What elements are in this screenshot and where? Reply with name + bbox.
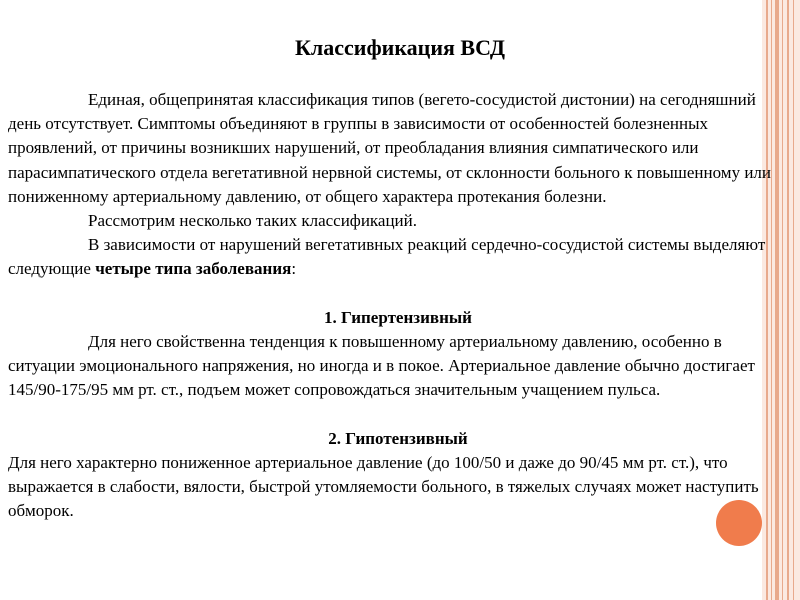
dependence-bold-text: четыре типа заболевания	[95, 259, 292, 279]
border-stripe	[793, 0, 794, 600]
type2-paragraph: Для него характерно пониженное артериальное давление (до 100/50 и даже до 90/45 мм рт. ст.), что выражается в слабости, вялости, быстрой утомляемости больного, в тяжелых случаях может наступить обморок.	[8, 453, 759, 521]
spacer	[8, 282, 788, 306]
slide-body	[8, 88, 788, 524]
slide-title: Классификация ВСД	[294, 35, 506, 60]
type1-heading: 1. Гипертензивный	[324, 307, 472, 327]
dependence-end: :	[291, 259, 297, 279]
dependence-paragraph	[8, 233, 788, 281]
dependence-text: В зависимости от нарушений вегетативных реакций сердечно-сосудистой системы выделяют следующие	[8, 235, 766, 279]
consider-paragraph: Рассмотрим несколько таких классификаций.	[88, 211, 418, 231]
spacer	[8, 403, 788, 427]
type2-heading: 2. Гипотензивный	[328, 428, 468, 448]
intro-paragraph: Единая, общепринятая классификация типов (вегето-сосудистой дистонии) на сегодняшний день отсутствует. Симптомы объединяют в группы в зависимости от особенностей болезненных проявлений, от причины возникших нарушений, от преобладания влияния симпатического или парасимпатического отдела вегетативной нервной системы, от склонности больного к повышенному или пониженному артериальному давлению, от общего характера протекания болезни.	[8, 90, 771, 206]
type1-paragraph: Для него свойственна тенденция к повышенному артериальному давлению, особенно в ситуации эмоционального напряжения, но иногда и в покое. Артериальное давление обычно достигает 145/90-175/95 мм рт. ст., подъем может сопровождаться значительным учащением пульса.	[8, 332, 755, 400]
